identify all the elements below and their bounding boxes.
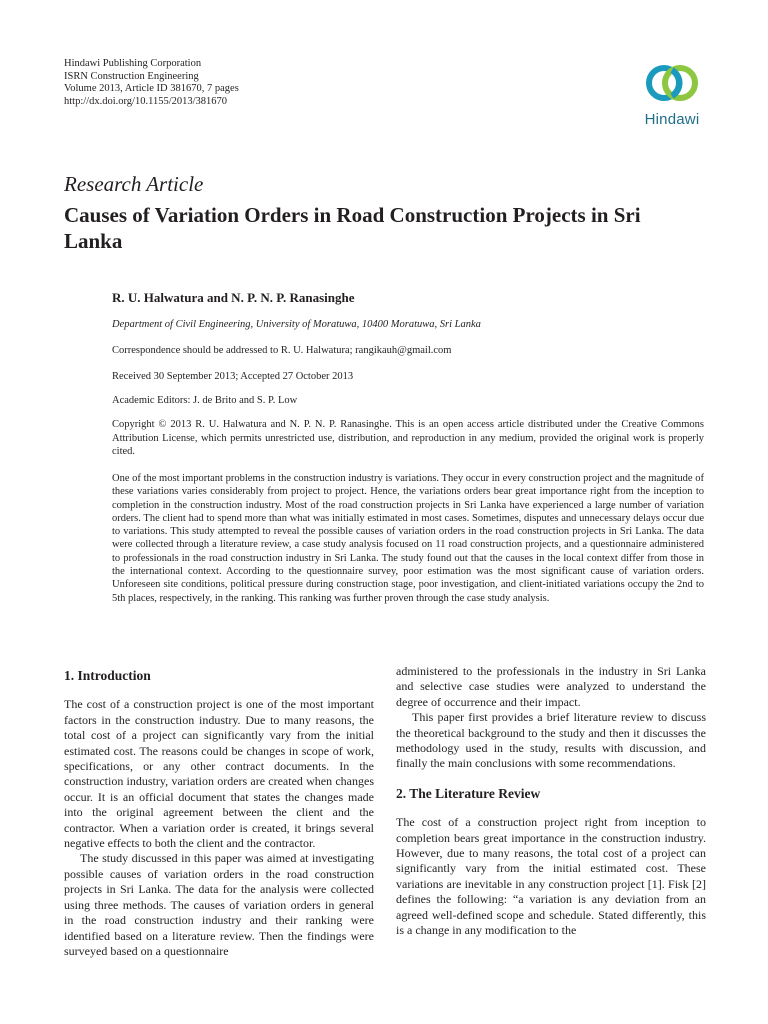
- logo-wordmark: Hindawi: [644, 111, 700, 128]
- left-column: [64, 664, 374, 959]
- article-type: Research Article: [64, 172, 204, 196]
- journal-name: ISRN Construction Engineering: [64, 70, 199, 82]
- copyright-notice: Copyright © 2013 R. U. Halwatura and N. P. N. P. Ranasinghe. This is an open access article distributed under the Creative Commons Attribution License, which permits unrestricted use, distribution, and reproduction in any medium, provided the original work is properly cited.: [112, 419, 704, 457]
- volume-info: Volume 2013, Article ID 381670, 7 pages: [64, 83, 239, 94]
- intro-paragraph-2-continued: administered to the professionals in the industry in Sri Lanka and selective case studies were analyzed to understand the degree of occurrence and their impact.: [396, 664, 706, 709]
- right-column: [396, 664, 706, 939]
- correspondence: Correspondence should be addressed to R. U. Halwatura; rangikauh@gmail.com: [112, 345, 452, 356]
- intro-paragraph-1: The cost of a construction project is one of the most important factors in the construction industry. Due to many reasons, the total cost of a project can significantly vary from the initial estimated cost. The reasons could be changes in scope of work, specifications, or any other contract documents. In the construction industry, variation orders are created when changes occur. It is an official document that states the changes made into the original agreement between the client and the contractor. When a variation order is created, it brings several negative effects to both the client and the contractor.: [64, 697, 374, 851]
- intro-paragraph-2: The study discussed in this paper was aimed at investigating possible causes of variation orders in the road construction projects in Sri Lanka. The data for the analysis were collected using three methods. The causes of variation orders in general in the road construction industry and their ranking were identified based on a literature review. Then the findings were surveyed based on a questionnaire: [64, 851, 374, 958]
- section-heading-literature-review: 2. The Literature Review: [396, 785, 541, 801]
- publisher: Hindawi Publishing Corporation: [64, 58, 202, 69]
- section-heading-introduction: 1. Introduction: [64, 668, 151, 683]
- intro-paragraph-3: This paper first provides a brief literature review to discuss the theoretical background to the study and then it discusses the methodology used in the study, results with discussion, and finally the main conclusions with some recommendations.: [396, 710, 706, 771]
- received-dates: Received 30 September 2013; Accepted 27 October 2013: [112, 371, 354, 382]
- article-title: Causes of Variation Orders in Road Construction Projects in Sri Lanka: [64, 203, 641, 253]
- hindawi-logo-icon: [642, 56, 702, 110]
- abstract: One of the most important problems in the construction industry is variations. They occur in every construction project and the magnitude of these variations varies considerably from project to project. Hence, the variations orders bear great importance right from the inception to completion in the construction industry. Most of the road construction projects in Sri Lanka have experienced a large number of variation orders. The client had to spend more than what was initially estimated in most cases. Sometimes, disputes and unnecessary delays occur due to variations. This study attempted to reveal the possible causes of variation orders in the road construction projects in Sri Lanka. The data were collected through a literature review, a case study analysis focused on 11 road construction projects, and a questionnaire administered to professionals in the road construction industry in Sri Lanka. The study found out that the causes in the local context differ from those in the international context. According to the questionnaire survey, poor estimation was the most significant cause of variation orders. Unforeseen site conditions, political pressure during construction stage, poor investigation, and client-initiated variations occupy the 2nd to 5th places, respectively, in the ranking. This ranking was further proven through the case study analysis.: [112, 473, 704, 604]
- hindawi-logo: [632, 56, 712, 136]
- doi-link[interactable]: http://dx.doi.org/10.1155/2013/381670: [64, 95, 228, 107]
- academic-editors: Academic Editors: J. de Brito and S. P. Low: [112, 395, 298, 406]
- authors: R. U. Halwatura and N. P. N. P. Ranasinghe: [112, 290, 355, 305]
- journal-header: [64, 58, 239, 108]
- literature-paragraph-1: The cost of a construction project right from inception to completion bears great importance in the construction industry. However, due to many reasons, the total cost of a project can significantly vary from the initial estimated cost. These variations are inevitable in any construction project [1]. Fisk [2] defines the following: “a variation is any deviation from an agreed well-defined scope and schedule. Stated differently, this is a change in any modification to the: [396, 815, 706, 938]
- affiliation: Department of Civil Engineering, University of Moratuwa, 10400 Moratuwa, Sri Lanka: [112, 319, 481, 330]
